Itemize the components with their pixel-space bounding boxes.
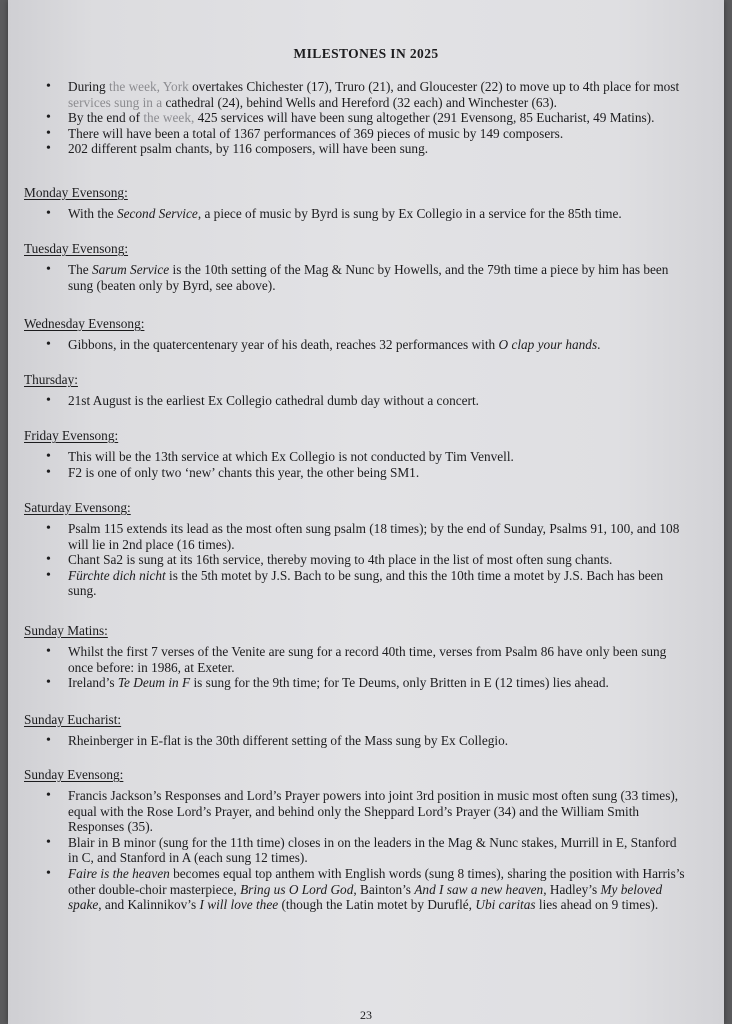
text-span: the week,	[109, 79, 163, 94]
bullet-item: • During the week, York overtakes Chichester (17), Truro (21), and Gloucester (22) to move up to 4th place for most services sung in a cathedral (24), behind Wells and Hereford (32 each) and Winchester (63).	[8, 79, 724, 110]
italic-title: My beloved spake	[68, 881, 663, 913]
bullet-item: • The Sarum Service is the 10th setting of the Mag & Nunc by Howells, and the 79th time a piece by him has been sung (beaten only by Byrd, see above).	[8, 262, 724, 293]
section-monday-evensong	[8, 184, 724, 222]
bullet-list	[8, 262, 724, 293]
section-wednesday-evensong	[8, 315, 724, 353]
section-thursday	[8, 371, 724, 409]
section-sunday-evensong	[8, 766, 724, 913]
bullet-item: • There will have been a total of 1367 performances of 369 pieces of music by 149 composers.	[8, 126, 724, 142]
bullet-list	[8, 644, 724, 691]
section-heading: Sunday Matins:	[24, 623, 108, 638]
bullet-item: • Rheinberger in E-flat is the 30th different setting of the Mass sung by Ex Collegio.	[8, 733, 724, 749]
bullet-list	[8, 206, 724, 222]
section-heading: Friday Evensong:	[24, 428, 119, 443]
text-span: the week,	[143, 110, 195, 126]
section-heading: Sunday Evensong:	[24, 767, 124, 782]
bullet-item: • Blair in B minor (sung for the 11th time) closes in on the leaders in the Mag & Nunc stakes, Murrill in E, Stanford in C, and Stanford in A (each sung 12 times).	[8, 835, 724, 866]
bullet-item: • 202 different psalm chants, by 116 composers, will have been sung.	[8, 141, 724, 157]
italic-title: Fürchte dich nicht	[68, 567, 166, 583]
bullet-item: • Psalm 115 extends its lead as the most often sung psalm (18 times); by the end of Sunday, Psalms 91, 100, and 108 will lie in 2nd place (16 times).	[8, 521, 724, 552]
bullet-item: • Chant Sa2 is sung at its 16th service, thereby moving to 4th place in the list of most often sung chants.	[8, 552, 724, 568]
section-heading: Sunday Eucharist:	[24, 712, 122, 727]
bullet-item: • Fürchte dich nicht is the 5th motet by J.S. Bach to be sung, and this the 10th time a motet by J.S. Bach has been sung.	[8, 568, 724, 599]
section-heading: Wednesday Evensong:	[24, 316, 145, 331]
section-heading: Thursday:	[24, 372, 78, 387]
bullet-item: • F2 is one of only two ‘new’ chants this year, the other being SM1.	[8, 465, 724, 481]
section-sunday-eucharist	[8, 711, 724, 749]
page-title: MILESTONES IN 2025	[293, 46, 439, 61]
intro-bullet-list	[8, 79, 724, 157]
bullet-list	[8, 449, 724, 480]
bullet-item: • Whilst the first 7 verses of the Venite are sung for a record 40th time, verses from Psalm 86 have only been sung once before: in 1986, at Exeter.	[8, 644, 724, 675]
italic-title: Bring us O Lord God	[240, 881, 354, 897]
section-heading: Monday Evensong:	[24, 185, 128, 200]
italic-title: Ubi caritas	[475, 897, 536, 913]
italic-title: Faire is the heaven	[68, 865, 170, 881]
bullet-list	[8, 788, 724, 913]
bullet-list	[8, 733, 724, 749]
bullet-list	[8, 393, 724, 409]
section-heading: Tuesday Evensong:	[24, 241, 129, 256]
bullet-list	[8, 337, 724, 353]
bullet-item: • Gibbons, in the quatercentenary year of his death, reaches 32 performances with O clap your hands.	[8, 337, 724, 353]
bullet-item: • This will be the 13th service at which Ex Collegio is not conducted by Tim Venvell.	[8, 449, 724, 465]
section-saturday-evensong	[8, 499, 724, 599]
document-page	[8, 0, 724, 1024]
italic-title: O clap your hands	[498, 337, 598, 352]
section-tuesday-evensong	[8, 240, 724, 293]
bullet-item: • By the end of the week, 425 services will have been sung altogether (291 Evensong, 85 Eucharist, 49 Matins).	[8, 110, 724, 126]
italic-title: Sarum Service	[92, 262, 170, 277]
text-span: York	[162, 79, 189, 94]
bullet-item: • Ireland’s Te Deum in F is sung for the 9th time; for Te Deums, only Britten in E (12 times) lies ahead.	[8, 675, 724, 691]
bullet-item: • With the Second Service, a piece of music by Byrd is sung by Ex Collegio in a service for the 85th time.	[8, 206, 724, 222]
text-span: services sung in a	[68, 94, 163, 110]
section-friday-evensong	[8, 427, 724, 480]
page-number: 23	[360, 1008, 372, 1022]
section-heading: Saturday Evensong:	[24, 500, 131, 515]
italic-title: Te Deum in F	[117, 675, 191, 691]
intro-section	[8, 79, 724, 157]
bullet-item: • Faire is the heaven becomes equal top anthem with English words (sung 8 times), sharing the position with Harris’s other double-choir masterpiece, Bring us O Lord God, Bainton’s And I saw a new heaven, Hadley’s My beloved spake, and Kalinnikov’s I will love thee (though the Latin motet by Duruflé, Ubi caritas lies ahead on 9 times).	[8, 866, 724, 913]
bullet-list	[8, 521, 724, 599]
section-sunday-matins	[8, 622, 724, 691]
italic-title: Second Service	[116, 206, 198, 221]
italic-title: I will love thee	[199, 897, 279, 913]
bullet-item: • Francis Jackson’s Responses and Lord’s Prayer powers into joint 3rd position in music most often sung (33 times), equal with the Rose Lord’s Prayer, and behind only the Sheppard Lord’s Prayer (34) and the William Smith Responses (35).	[8, 788, 724, 835]
italic-title: And I saw a new heaven	[414, 881, 544, 897]
bullet-item: • 21st August is the earliest Ex Collegio cathedral dumb day without a concert.	[8, 393, 724, 409]
